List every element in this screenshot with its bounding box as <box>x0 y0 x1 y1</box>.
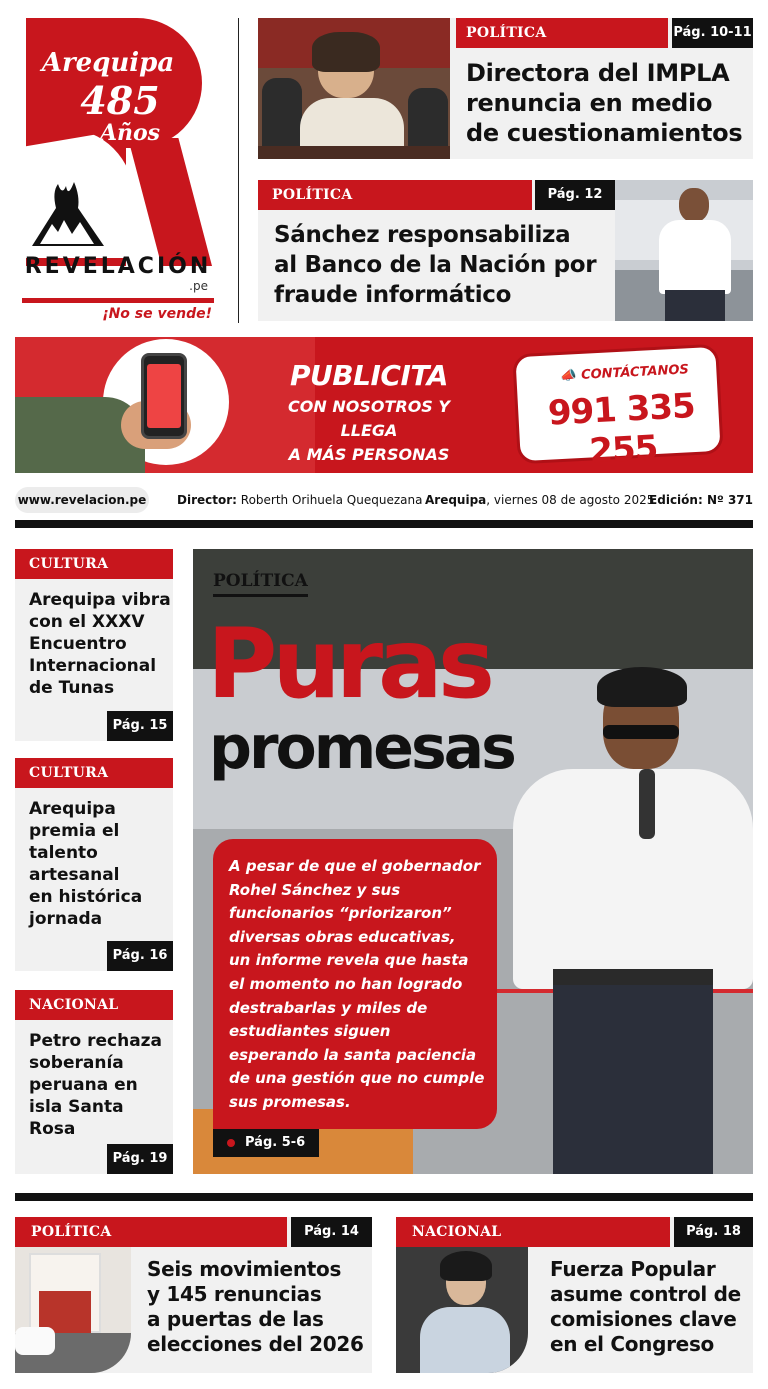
headline-line: renuncia en medio <box>466 89 713 117</box>
photo-person-head <box>679 188 709 222</box>
summary-line: A pesar de que el gobernador <box>229 857 481 875</box>
section-label: POLÍTICA <box>456 18 668 48</box>
summary-line: sus promesas. <box>229 1092 351 1111</box>
contact-phone: 991 335 255 <box>546 386 696 472</box>
photo-person-trousers <box>553 985 713 1174</box>
headline-line: de cuestionamientos <box>466 119 743 147</box>
section-label: NACIONAL <box>15 990 173 1020</box>
phone-icon <box>141 353 187 439</box>
main-page-reference <box>213 1129 319 1157</box>
main-section-label: POLÍTICA <box>213 571 308 597</box>
section-label: POLÍTICA <box>258 180 532 210</box>
page-reference: Pág. 19 <box>107 1144 173 1174</box>
main-headline-line2: promesas <box>209 713 514 783</box>
logo-anniversary-line3: Años <box>99 120 161 146</box>
headline-line: talento <box>29 843 98 863</box>
headline-line: Arequipa vibra <box>29 590 171 610</box>
headline-line: premia el <box>29 821 120 841</box>
contact-label-text: CONTÁCTANOS <box>580 362 690 383</box>
banner-title: PUBLICITA <box>290 359 448 392</box>
headline-line: en el Congreso <box>550 1332 714 1356</box>
phone-screen <box>147 364 181 428</box>
headline-line: peruana en <box>29 1075 138 1095</box>
brand-name: REVELACIÓN <box>24 254 212 279</box>
site-url-link[interactable]: www.revelacion.pe <box>15 487 149 513</box>
top-story-card-1[interactable] <box>258 18 753 159</box>
headline-line: Sánchez responsabiliza <box>274 222 571 248</box>
photo-person-jacket <box>420 1307 510 1373</box>
section-label: CULTURA <box>15 549 173 579</box>
brand-domain: .pe <box>189 279 208 293</box>
top-story-headline <box>274 220 614 310</box>
logo-anniversary-number: 485 <box>80 78 160 123</box>
side-story-headline <box>29 589 171 699</box>
headline-line: asume control de <box>550 1282 741 1306</box>
headline-line: Petro rechaza <box>29 1031 163 1051</box>
summary-line: estudiantes siguen <box>229 1022 391 1041</box>
top-story-card-2[interactable] <box>258 180 753 321</box>
photo-person-hair <box>312 32 380 72</box>
headline-line: Rosa <box>29 1119 76 1139</box>
director-credit <box>177 487 422 513</box>
headline-line: Seis movimientos <box>147 1257 342 1281</box>
headline-line: soberanía <box>29 1053 124 1073</box>
megaphone-icon: 📣 <box>560 368 578 384</box>
advertising-banner[interactable] <box>15 337 753 473</box>
headline-line: Encuentro <box>29 634 127 654</box>
headline-line: Directora del IMPLA <box>466 59 730 87</box>
main-story[interactable] <box>193 549 753 1174</box>
headline-line: al Banco de la Nación por <box>274 252 597 278</box>
section-divider <box>15 520 753 528</box>
headline-line: Internacional <box>29 656 157 676</box>
bottom-story-card-1[interactable] <box>15 1217 372 1373</box>
page-reference: Pág. 18 <box>674 1217 753 1247</box>
side-story-headline <box>29 1030 162 1140</box>
photo-person-legs <box>665 290 725 321</box>
page-reference: Pág. 12 <box>535 180 615 210</box>
main-summary-box <box>213 839 497 1129</box>
contact-label <box>560 362 689 384</box>
summary-line: esperando la santa paciencia <box>229 1045 477 1064</box>
main-page-text: Pág. 5-6 <box>245 1135 306 1150</box>
story-photo <box>615 180 753 321</box>
bottom-story-headline <box>147 1257 369 1357</box>
section-divider <box>15 1193 753 1201</box>
headline-line: en histórica <box>29 887 143 907</box>
logo-r-leg <box>128 138 212 266</box>
headline-line: y 145 renuncias <box>147 1282 322 1306</box>
section-label: CULTURA <box>15 758 173 788</box>
page-reference: Pág. 14 <box>291 1217 372 1247</box>
photo-person-hair <box>440 1251 492 1281</box>
headline-line: Fuerza Popular <box>550 1257 716 1281</box>
summary-line: funcionarios “priorizaron” <box>229 904 452 923</box>
side-story-headline <box>29 798 142 930</box>
headline-line: de Tunas <box>29 678 115 698</box>
headline-line: comisiones clave <box>550 1307 737 1331</box>
side-story-card-3[interactable] <box>15 990 173 1174</box>
summary-line: el momento no han logrado <box>229 974 463 993</box>
top-story-headline <box>466 58 750 148</box>
banner-subtitle-line: A MÁS PERSONAS <box>288 445 450 464</box>
headline-line: Arequipa <box>29 799 116 819</box>
masthead-logo[interactable] <box>20 18 216 328</box>
section-label: NACIONAL <box>396 1217 670 1247</box>
main-headline-line1: Puras <box>207 608 490 720</box>
info-bar <box>15 487 753 513</box>
banner-subtitle-line: CON NOSOTROS Y LLEGA <box>288 397 450 440</box>
story-photo <box>15 1247 131 1373</box>
section-label: POLÍTICA <box>15 1217 287 1247</box>
bullet-icon <box>227 1139 235 1147</box>
photo-person-shirt <box>513 769 753 989</box>
headline-line: con el XXXV <box>29 612 145 632</box>
page-reference: Pág. 15 <box>107 711 173 741</box>
summary-line: de una gestión que no cumple <box>229 1069 485 1088</box>
summary-line: diversas obras educativas, <box>229 927 456 946</box>
headline-line: a puertas de las <box>147 1307 324 1331</box>
summary-line: Rohel Sánchez y sus <box>229 880 401 899</box>
microphone-icon <box>639 769 655 839</box>
headline-line: jornada <box>29 909 103 929</box>
photo-person-glasses <box>603 725 679 739</box>
brand-slogan: ¡No se vende! <box>102 306 212 322</box>
volcano-icon <box>28 178 106 248</box>
edition-value: Nº 371 <box>706 493 753 507</box>
logo-anniversary-line1: Arequipa <box>41 48 175 78</box>
summary-line: un informe revela que hasta <box>229 951 469 970</box>
banner-subtitle <box>259 395 479 467</box>
bottom-story-headline <box>550 1257 750 1357</box>
headline-line: isla Santa <box>29 1097 124 1117</box>
edition-number <box>649 487 753 513</box>
page-reference: Pág. 16 <box>107 941 173 971</box>
bottom-story-card-2[interactable] <box>396 1217 753 1373</box>
photo-person-body <box>659 220 731 294</box>
page-reference: Pág. 10-11 <box>672 18 753 48</box>
side-story-card-1[interactable] <box>15 549 173 741</box>
photo-car <box>15 1327 55 1355</box>
photo-table <box>258 146 450 159</box>
headline-line: fraude informático <box>274 282 512 308</box>
director-name: Roberth Orihuela Quequezana <box>240 493 423 507</box>
summary-line: destrabarlas y miles de <box>229 998 428 1017</box>
photo-person-hair <box>597 667 687 707</box>
masthead-divider <box>238 18 239 323</box>
director-label: Director: <box>177 493 237 507</box>
main-summary <box>229 855 491 1115</box>
dateline-city: Arequipa <box>425 493 487 507</box>
side-story-card-2[interactable] <box>15 758 173 971</box>
headline-line: artesanal <box>29 865 120 885</box>
edition-label: Edición: <box>649 493 703 507</box>
dateline-date: , viernes 08 de agosto 2025 <box>486 493 655 507</box>
photo-person-belt <box>553 969 713 985</box>
brand-divider <box>22 298 214 303</box>
contact-box[interactable] <box>512 344 723 472</box>
headline-line: elecciones del 2026 <box>147 1332 364 1356</box>
story-photo <box>258 18 450 159</box>
dateline <box>425 487 654 513</box>
story-photo <box>396 1247 528 1373</box>
